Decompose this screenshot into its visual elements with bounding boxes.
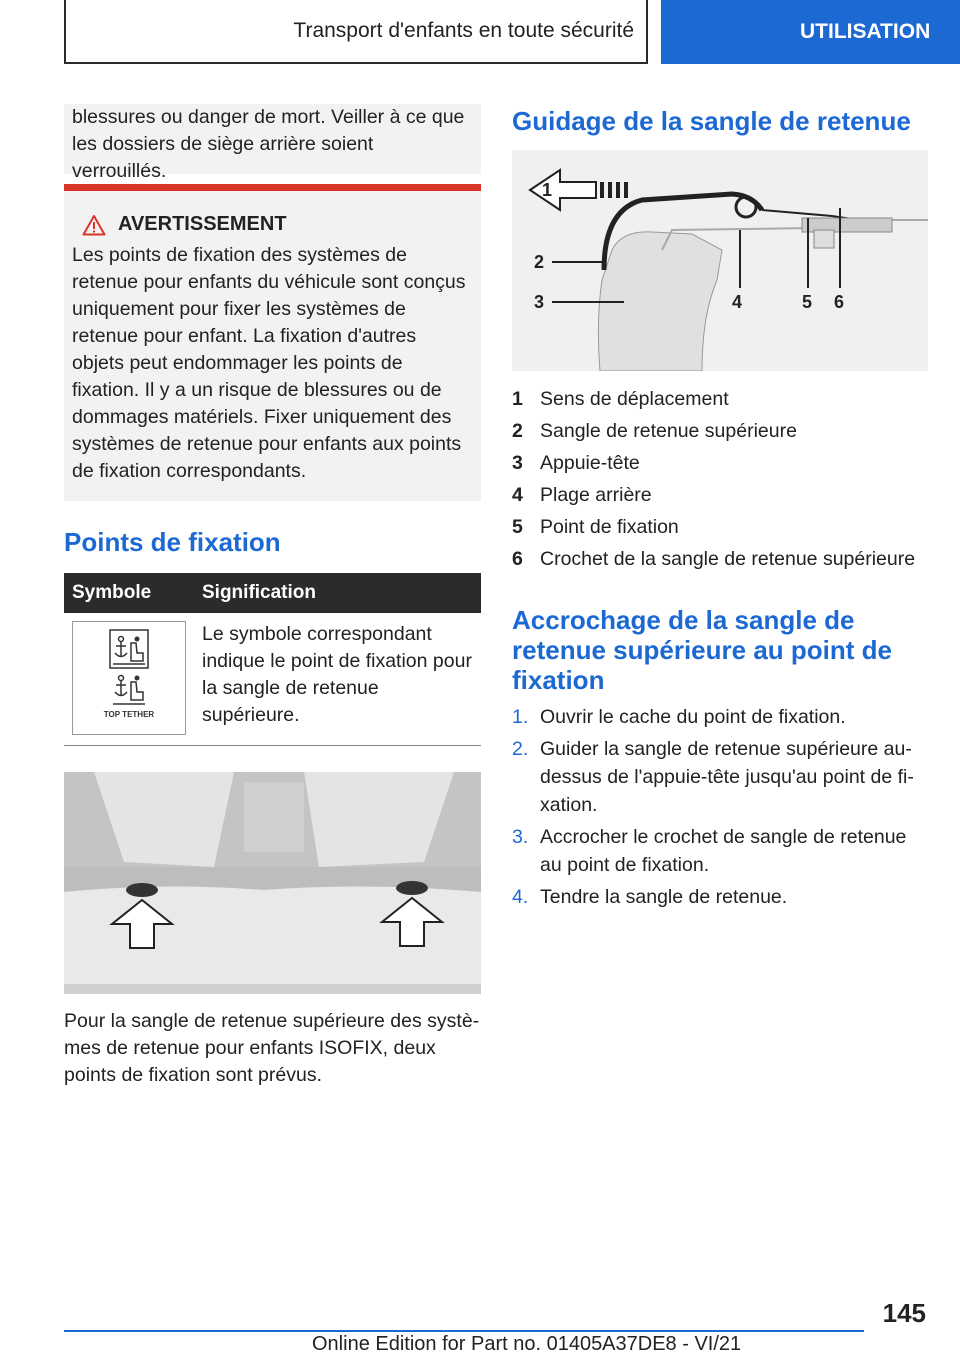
diagram-label-3: 3 [534,292,545,312]
meaning-cell: Le symbole correspondant indique le point de fixation pour la sangle de retenue supérieure. [202,623,472,726]
list-item: 3 Appuie-tête [512,452,640,474]
heading-accrochage: Accrochage de la sangle de retenue supérieure au point de fixation [512,605,892,695]
top-tether-symbols [72,621,186,735]
col-meaning-header: Signification [194,573,481,613]
warning-title-row [72,211,473,238]
intro-box [64,104,481,182]
diagram-label-2: 2 [534,252,545,272]
header-section-title: Transport d'enfants en toute sécurité [293,19,634,42]
left-column [64,104,481,1089]
footer-rule [64,1330,864,1332]
top-tether-label: TOP TETHER [103,709,155,719]
list-item: 1 Sens de déplacement [512,388,729,410]
warning-title: AVERTISSEMENT [118,213,287,235]
diagram-legend [512,383,928,575]
symbol-table [64,573,481,745]
list-item: 4 Plage arrière [512,484,652,506]
steps-list [512,703,928,911]
list-item: 1. Ouvrir le cache du point de fixation. [512,706,846,728]
list-item: 2 Sangle de retenue supérieure [512,420,797,442]
footer-edition: Online Edition for Part no. 01405A37DE8 - VI/21 [312,1333,742,1355]
heading-guidage: Guidage de la sangle de retenue [512,106,911,136]
col-symbol-header: Symbole [64,573,194,613]
list-item: 2. Guider la sangle de retenue supérieure au-dessus de l'appuie-tête jusqu'au point de fixation. [512,738,914,816]
warning-box [64,184,481,501]
list-item: 3. Accrocher le crochet de sangle de retenue au point de fixation. [512,826,907,876]
child-seat-anchor-icon [109,629,149,669]
diagram-label-1: 1 [542,180,553,200]
header-section-title-box [64,0,648,64]
symbol-cell [64,613,194,745]
list-item: 4. Tendre la sangle de retenue. [512,886,788,908]
chapter-tab[interactable] [661,0,960,64]
heading-points-de-fixation: Points de fixation [64,527,281,557]
warning-triangle-icon [82,214,106,236]
table-bottom-rule [64,745,481,746]
intro-text: blessures ou danger de mort. Veiller à ce que les dossiers de siège arrière soient verrouillés. [72,106,465,182]
photo-caption: Pour la sangle de retenue supérieure des systèmes de retenue pour enfants ISOFIX, deux points de fixation sont prévus. [64,1010,480,1086]
rear-anchor-photo [64,772,481,994]
warning-text: Les points de fixation des systèmes de retenue pour enfants du véhicule sont conçus uniquement pour fixer les systèmes de retenue pour enfant. La fixation d'autres objets peut endommager les points de fixation. Il y a un risque de blessures ou de dommages matériels. Fixer uniquement des systèmes de retenue pour enfants aux points de fixation correspondants. [72,244,466,482]
right-column [512,104,928,915]
symbol-table-header [64,573,481,613]
tether-routing-diagram [512,150,928,371]
diagram-label-4: 4 [732,292,743,312]
diagram-label-5: 5 [802,292,813,312]
diagram-label-6: 6 [834,292,845,312]
page-number: 145 [882,1298,926,1328]
chapter-tab-label: UTILISATION [800,20,931,43]
list-item: 5 Point de fixation [512,516,679,538]
list-item: 6 Crochet de la sangle de retenue supérieure [512,548,916,570]
table-row [64,613,481,745]
